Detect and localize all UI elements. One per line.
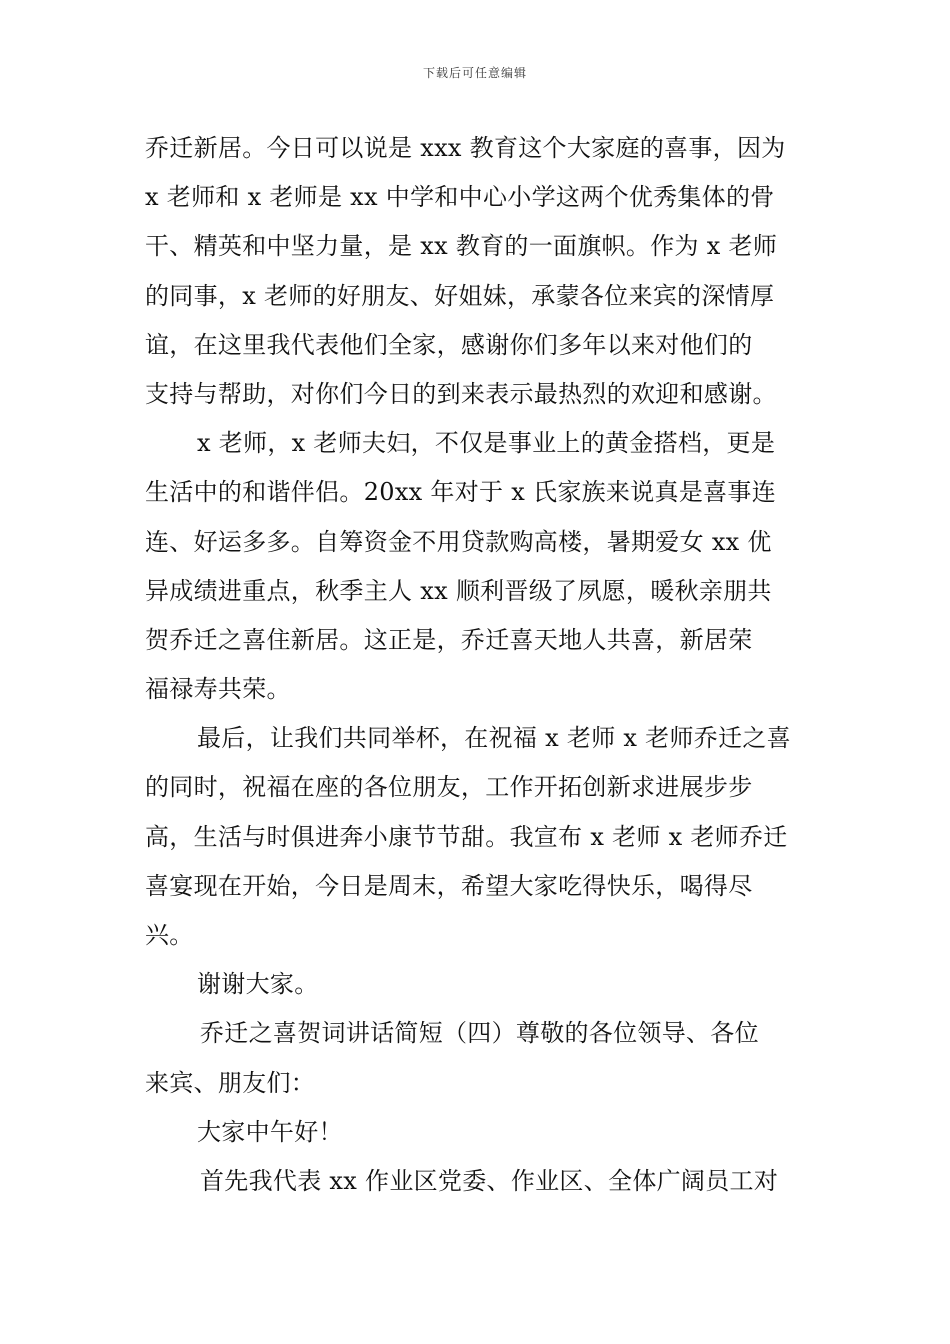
text-line: 生活中的和谐伴侣。20xx 年对于 x 氏家族来说真是喜事连 [145,478,777,507]
text-line: 乔迁新居。今日可以说是 xxx 教育这个大家庭的喜事，因为 [145,134,786,162]
text-line: 贺乔迁之喜住新居。这正是，乔迁喜天地人共喜，新居荣 [145,625,753,654]
document-body [145,124,810,1206]
text-line: 兴。 [145,921,194,949]
text-line: 首先我代表 xx 作业区党委、作业区、全体广阔员工对 [200,1166,779,1195]
text-line: 最后，让我们共同举杯，在祝福 x 老师 x 老师乔迁之喜 [197,724,791,753]
text-line: 喜宴现在开始，今日是周末，希望大家吃得快乐，喝得尽 [145,871,753,900]
text-line: 的同事，x 老师的好朋友、好姐妹，承蒙各位来宾的深情厚 [145,281,775,310]
text-line: 谊，在这里我代表他们全家，感谢你们多年以来对他们的 [145,330,753,359]
text-line: 福禄寿共荣。 [145,675,291,704]
text-line: x 老师和 x 老师是 xx 中学和中心小学这两个优秀集体的骨 [145,183,775,212]
page-header: 下载后可任意编辑 [422,66,527,80]
text-line: 的同时，祝福在座的各位朋友，工作开拓创新求进展步步 [145,773,753,802]
text-line: 来宾、朋友们： [145,1068,316,1097]
text-line: 高，生活与时俱进奔小康节节甜。我宣布 x 老师 x 老师乔迁 [145,822,788,851]
text-line: 干、精英和中坚力量，是 xx 教育的一面旗帜。作为 x 老师 [145,232,778,261]
text-line: x 老师，x 老师夫妇，不仅是事业上的黄金搭档，更是 [197,429,776,458]
text-line: 大家中午好！ [197,1117,343,1146]
text-line: 乔迁之喜贺词讲话简短（四）尊敬的各位领导、各位 [200,1019,759,1048]
text-line: 谢谢大家。 [197,970,319,999]
text-line: 异成绩进重点，秋季主人 xx 顺利晋级了夙愿，暖秋亲朋共 [145,576,772,605]
text-line: 连、好运多多。自筹资金不用贷款购高楼，暑期爱女 xx 优 [145,527,772,556]
text-line: 支持与帮助，对你们今日的到来表示最热烈的欢迎和感谢。 [145,379,777,408]
